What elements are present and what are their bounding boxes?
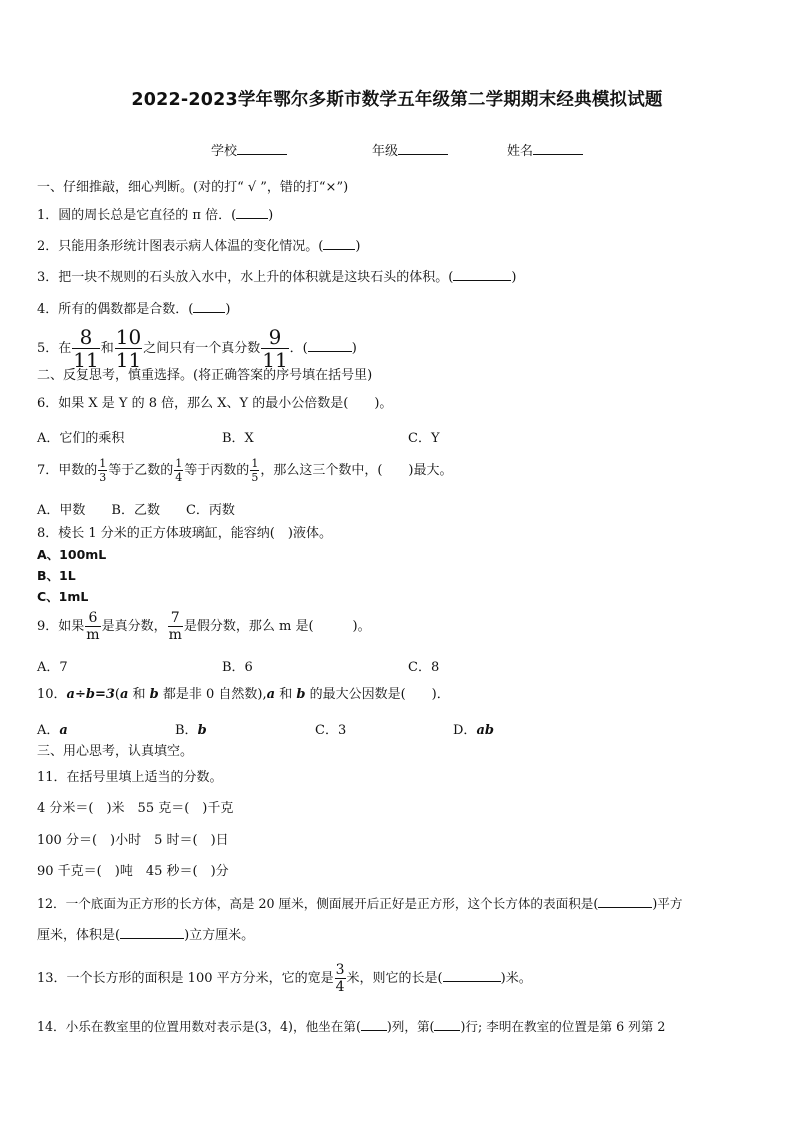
question-12 (37, 896, 682, 912)
question-14 (37, 1019, 665, 1035)
question-5 (37, 327, 357, 370)
q10-option-b-value: b (197, 723, 207, 738)
q8-option-c[interactable]: C、1mL (37, 589, 89, 604)
q14-blank-column[interactable] (361, 1019, 387, 1031)
q6-option-c[interactable]: C．Y (408, 431, 440, 446)
question-11: 11．在括号里填上适当的分数。 (37, 770, 223, 785)
q1-answer-blank[interactable] (236, 207, 268, 219)
q10-and-2: 和 (275, 687, 297, 702)
q10-var-a: a (119, 687, 129, 702)
q10-option-a[interactable] (37, 719, 68, 738)
q10-text-end: 的最大公因数是( )． (305, 687, 450, 702)
q5-text-c: 之间只有一个真分数 (143, 341, 261, 356)
question-6: 6．如果 X 是 Y 的 8 倍，那么 X、Y 的最小公倍数是( )。 (37, 396, 393, 411)
q12-blank-volume[interactable] (120, 927, 184, 939)
q12-text-b: )平方 (652, 896, 683, 911)
q10-var-b: b (149, 687, 159, 702)
q6-option-a[interactable]: A．它们的乘积 (37, 431, 125, 446)
q13-blank-length[interactable] (443, 970, 501, 982)
question-8: 8．棱长 1 分米的正方体玻璃缸，能容纳( )液体。 (37, 526, 332, 541)
q11-line-3: 90 千克＝( )吨 45 秒＝( )分 (37, 864, 229, 879)
q11-line-2: 100 分＝( )小时 5 时＝( )日 (37, 833, 229, 848)
q9-text-a: 9．如果 (37, 619, 85, 634)
q10-option-a-letter: A． (37, 723, 60, 738)
q7-text-c: 等于丙数的 (184, 463, 250, 478)
q12-text-a: 12．一个底面为正方形的长方体，高是 20 厘米，侧面展开后正好是正方形，这个长方体的表面积是( (37, 896, 599, 911)
q14-text-c: )行; 李明在教室的位置是第 6 列第 2 (460, 1019, 666, 1034)
section-2-header: 二、反复思考，慎重选择。(将正确答案的序号填在括号里) (37, 368, 373, 383)
q9-option-b[interactable]: B．6 (222, 660, 253, 675)
name-blank[interactable] (533, 142, 583, 155)
q10-condition: 都是非 0 自然数), (158, 687, 267, 702)
fraction-1-3: $\frac{1}{3}$ (99, 457, 107, 484)
q9-option-a[interactable]: A．7 (37, 660, 68, 675)
question-4 (37, 301, 230, 318)
q7-text-d: ，那么这三个数中，( )最大。 (260, 463, 453, 478)
q7-text-a: 7．甲数的 (37, 463, 98, 478)
q5-text-a: 5．在 (37, 341, 72, 356)
q10-number: 10． (37, 687, 67, 702)
q11-line-1: 4 分米＝( )米 55 克＝( )千克 (37, 801, 234, 816)
q13-text-c: )米。 (500, 971, 532, 986)
fraction-6-m: $\frac{6}{m}$ (86, 610, 100, 643)
grade-label: 年级 (372, 144, 399, 159)
q9-option-c[interactable]: C．8 (408, 660, 440, 675)
fraction-7-m: $\frac{7}{m}$ (168, 610, 182, 643)
q1-text: 1．圆的周长总是它直径的 π 倍．( (37, 208, 237, 223)
school-field (211, 140, 287, 159)
question-12-cont (37, 927, 254, 944)
q10-and-1: 和 (128, 687, 150, 702)
q7-options[interactable]: A．甲数 B．乙数 C．丙数 (37, 503, 235, 518)
q13-text-a: 13．一个长方形的面积是 100 平方分米，它的宽是 (37, 971, 334, 986)
q10-var-a2: a (266, 687, 276, 702)
name-label: 姓名 (507, 144, 534, 159)
q2-text: 2．只能用条形统计图表示病人体温的变化情况。( (37, 239, 324, 254)
q3-answer-blank[interactable] (453, 269, 511, 281)
q12-text-c: 厘米，体积是( (37, 928, 121, 943)
q10-option-d[interactable] (453, 719, 494, 738)
q9-text-c: 是假分数，那么 m 是( )。 (183, 619, 371, 634)
fraction-10-11: $\frac{10}{11}$ (115, 325, 142, 372)
question-9 (37, 610, 371, 644)
q4-answer-blank[interactable] (193, 301, 225, 313)
q2-answer-blank[interactable] (323, 238, 355, 250)
q14-text-b: )列，第( (386, 1019, 435, 1034)
q8-option-b[interactable]: B、1L (37, 568, 76, 583)
question-10 (37, 687, 450, 703)
q12-blank-area[interactable] (598, 896, 652, 908)
question-13 (37, 960, 532, 998)
question-7 (37, 455, 452, 487)
grade-field (372, 140, 448, 159)
question-1 (37, 207, 273, 224)
page-title: 2022-2023学年鄂尔多斯市数学五年级第二学期期末经典模拟试题 (131, 90, 663, 110)
grade-blank[interactable] (398, 142, 448, 155)
q10-paren-open: ( (114, 687, 120, 702)
question-3 (37, 269, 516, 286)
q10-var-b2: b (296, 687, 306, 702)
q4-close: ) (225, 302, 231, 317)
q13-text-b: 米，则它的长是( (346, 971, 443, 986)
name-field (507, 140, 583, 159)
q5-text-d: ．( (289, 341, 308, 356)
q5-close: ) (351, 341, 357, 356)
section-3-header: 三、用心思考，认真填空。 (37, 744, 194, 759)
q10-option-a-value: a (59, 723, 68, 738)
fraction-1-5: $\frac{1}{5}$ (251, 457, 259, 484)
q4-text: 4．所有的偶数都是合数．( (37, 302, 194, 317)
q10-option-b[interactable] (175, 719, 207, 738)
q12-text-d: )立方厘米。 (184, 928, 255, 943)
q8-option-a[interactable]: A、100mL (37, 547, 107, 562)
q10-option-d-letter: D． (453, 723, 477, 738)
q9-text-b: 是真分数， (101, 619, 167, 634)
q2-close: ) (355, 239, 361, 254)
q10-option-c[interactable]: C．3 (315, 723, 347, 738)
question-2 (37, 238, 360, 255)
q5-answer-blank[interactable] (308, 340, 352, 352)
section-1-header: 一、仔细推敲，细心判断。(对的打“ √ ”，错的打“×”) (37, 180, 349, 195)
q5-text-b: 和 (100, 341, 114, 356)
fraction-8-11: $\frac{8}{11}$ (73, 325, 99, 372)
q3-close: ) (511, 270, 517, 285)
q7-text-b: 等于乙数的 (108, 463, 174, 478)
q14-text-a: 14．小乐在教室里的位置用数对表示是(3，4)，他坐在第( (37, 1019, 361, 1034)
q6-option-b[interactable]: B．X (222, 431, 254, 446)
fraction-1-4: $\frac{1}{4}$ (175, 457, 183, 484)
fraction-3-4: $\frac{3}{4}$ (335, 962, 345, 995)
q10-option-d-value: ab (476, 723, 494, 738)
q14-blank-row[interactable] (434, 1019, 460, 1031)
school-blank[interactable] (237, 142, 287, 155)
q3-text: 3．把一块不规则的石头放入水中，水上升的体积就是这块石头的体积。( (37, 270, 454, 285)
q10-option-b-letter: B． (175, 723, 198, 738)
q1-close: ) (268, 208, 274, 223)
fraction-9-11: $\frac{9}{11}$ (262, 325, 288, 372)
school-label: 学校 (211, 144, 238, 159)
q10-expression: a÷b=3 (66, 687, 115, 702)
